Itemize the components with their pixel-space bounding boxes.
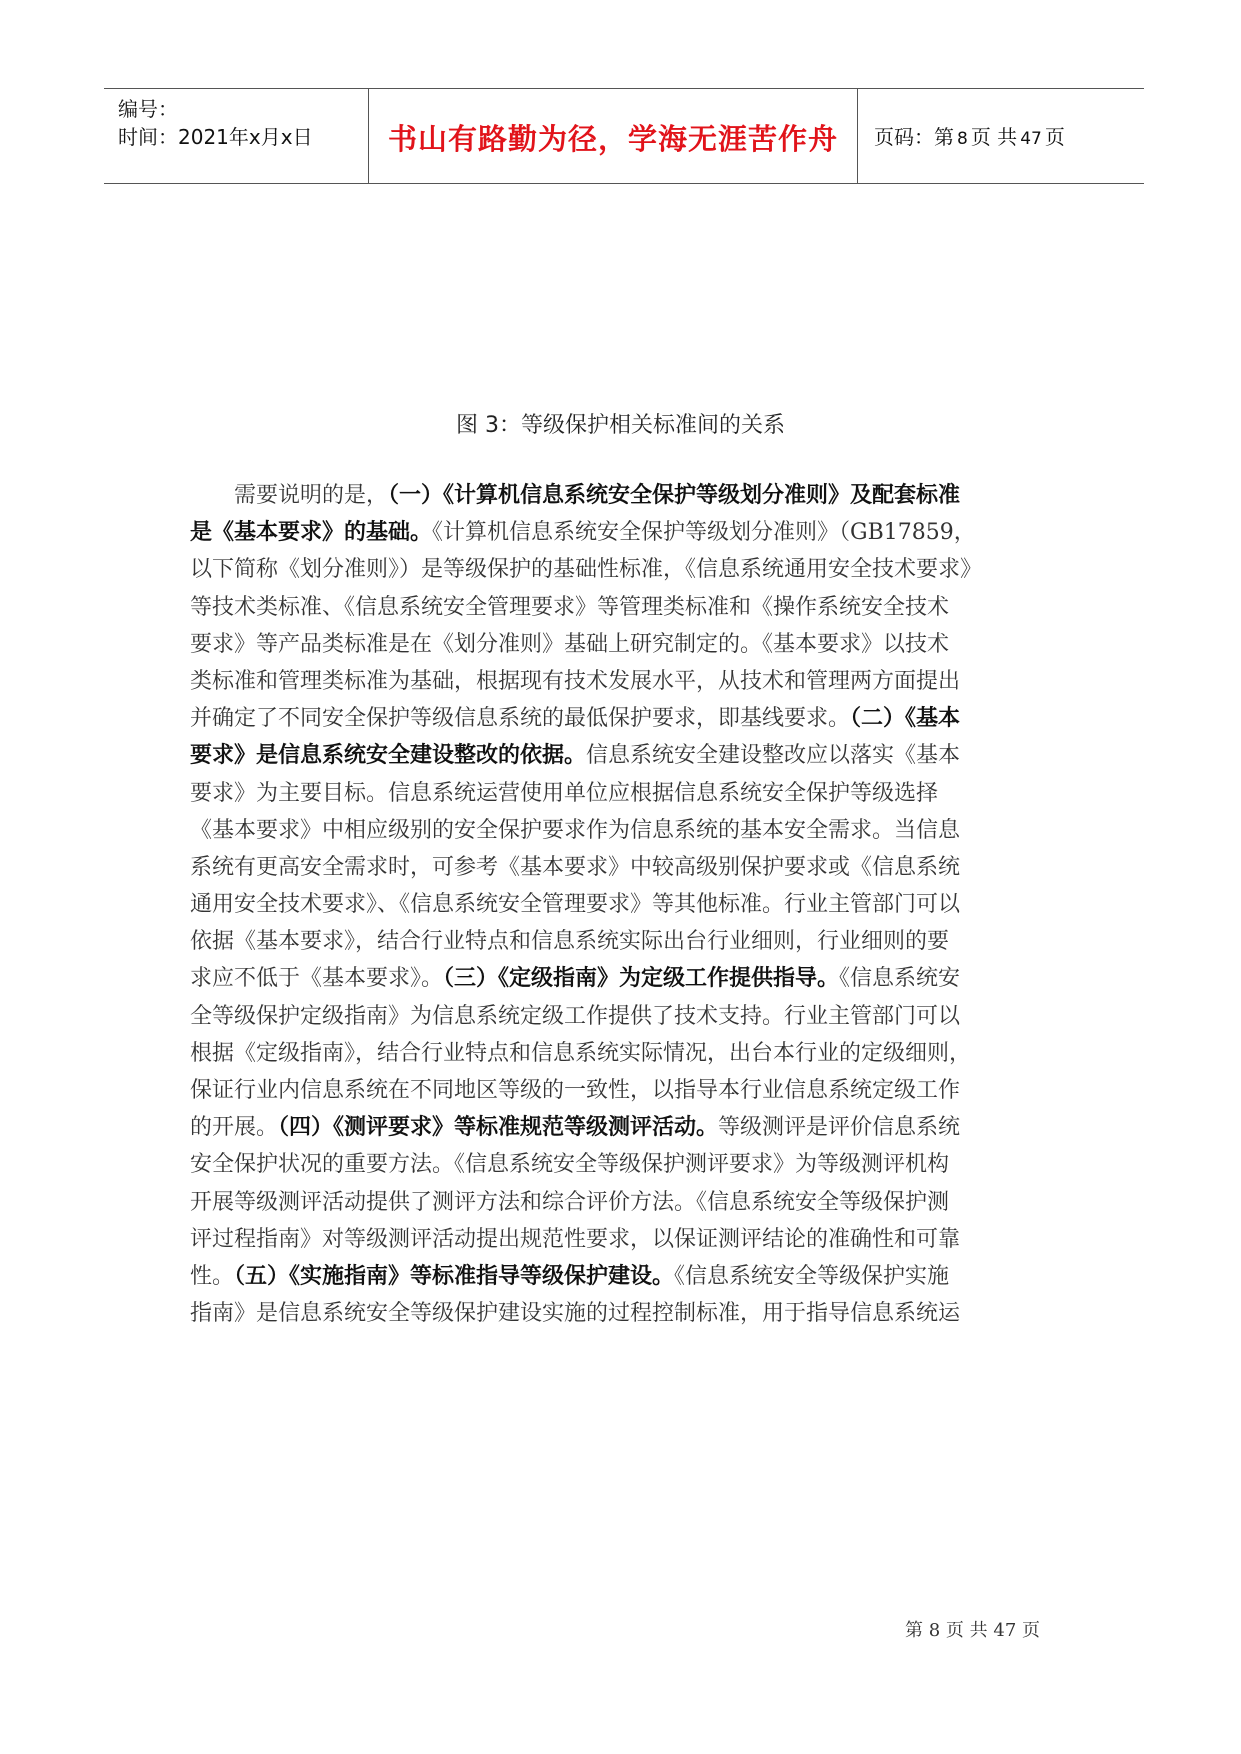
text-line: 并确定了不同安全保护等级信息系统的最低保护要求，即基线要求。（二）《基本 <box>190 706 961 732</box>
page-header <box>104 88 1144 184</box>
body-paragraph <box>190 477 1058 1332</box>
text-line: 保证行业内信息系统在不同地区等级的一致性，以指导本行业信息系统定级工作 <box>190 1078 961 1103</box>
text-line: 需要说明的是，（一）《计算机信息系统安全保护等级划分准则》及配套标准 <box>234 483 961 508</box>
page-current: 8 <box>957 129 968 149</box>
text-line: 根据《定级指南》，结合行业特点和信息系统实际情况，出台本行业的定级细则， <box>190 1040 972 1066</box>
page-mid: 页 共 <box>970 125 1018 149</box>
text-line: 全等级保护定级指南》为信息系统定级工作提供了技术支持。行业主管部门可以 <box>190 1003 961 1029</box>
page-suffix: 页 <box>1044 125 1065 149</box>
page-total: 47 <box>1020 129 1042 149</box>
text-line: 要求》等产品类标准是在《划分准则》基础上研究制定的。《基本要求》以技术 <box>190 631 950 657</box>
text-line: 安全保护状况的重要方法。《信息系统安全等级保护测评要求》为等级测评机构 <box>190 1152 950 1178</box>
text-line: 评过程指南》对等级测评活动提出规范性要求，以保证测评结论的准确性和可靠 <box>190 1226 961 1252</box>
text-line: 以下简称《划分准则》）是等级保护的基础性标准，《信息系统通用安全技术要求》 <box>190 557 983 583</box>
text-line: 《基本要求》中相应级别的安全保护要求作为信息系统的基本安全需求。当信息 <box>190 817 961 843</box>
header-meta <box>118 95 368 151</box>
time-label: 时间：2021年x月x日 <box>118 125 313 149</box>
text-line: 等技术类标准、《信息系统安全管理要求》等管理类标准和《操作系统安全技术 <box>190 594 950 620</box>
text-line: 类标准和管理类标准为基础，根据现有技术发展水平，从技术和管理两方面提出 <box>190 668 961 694</box>
header-divider <box>857 89 858 183</box>
header-page-number <box>874 121 1065 150</box>
text-line: 的开展。（四）《测评要求》等标准规范等级测评活动。等级测评是评价信息系统 <box>190 1115 961 1141</box>
header-divider <box>368 89 369 183</box>
text-line: 依据《基本要求》，结合行业特点和信息系统实际出台行业细则，行业细则的要 <box>190 929 950 955</box>
figure-caption: 图 3：等级保护相关标准间的关系 <box>456 413 785 438</box>
text-line: 指南》是信息系统安全等级保护建设实施的过程控制标准，用于指导信息系统运 <box>190 1301 961 1327</box>
text-line: 要求》是信息系统安全建设整改的依据。信息系统安全建设整改应以落实《基本 <box>190 743 961 769</box>
page-footer: 第 8 页 共 47 页 <box>905 1620 1041 1641</box>
header-motto: 书山有路勤为径，学海无涯苦作舟 <box>387 122 838 156</box>
text-line: 要求》为主要目标。信息系统运营使用单位应根据信息系统安全保护等级选择 <box>190 780 939 806</box>
text-line: 通用安全技术要求》、《信息系统安全管理要求》等其他标准。行业主管部门可以 <box>190 892 961 918</box>
page-prefix: 页码：第 <box>874 125 954 149</box>
serial-label: 编号： <box>118 97 178 121</box>
text-line: 开展等级测评活动提供了测评方法和综合评价方法。《信息系统安全等级保护测 <box>190 1189 950 1215</box>
text-line: 系统有更高安全需求时，可参考《基本要求》中较高级别保护要求或《信息系统 <box>190 854 961 880</box>
text-line: 性。（五）《实施指南》等标准指导等级保护建设。《信息系统安全等级保护实施 <box>190 1263 950 1289</box>
text-line: 求应不低于《基本要求》。（三）《定级指南》为定级工作提供指导。《信息系统安 <box>190 966 961 992</box>
text-line: 是《基本要求》的基础。《计算机信息系统安全保护等级划分准则》（GB17859， <box>190 520 976 546</box>
